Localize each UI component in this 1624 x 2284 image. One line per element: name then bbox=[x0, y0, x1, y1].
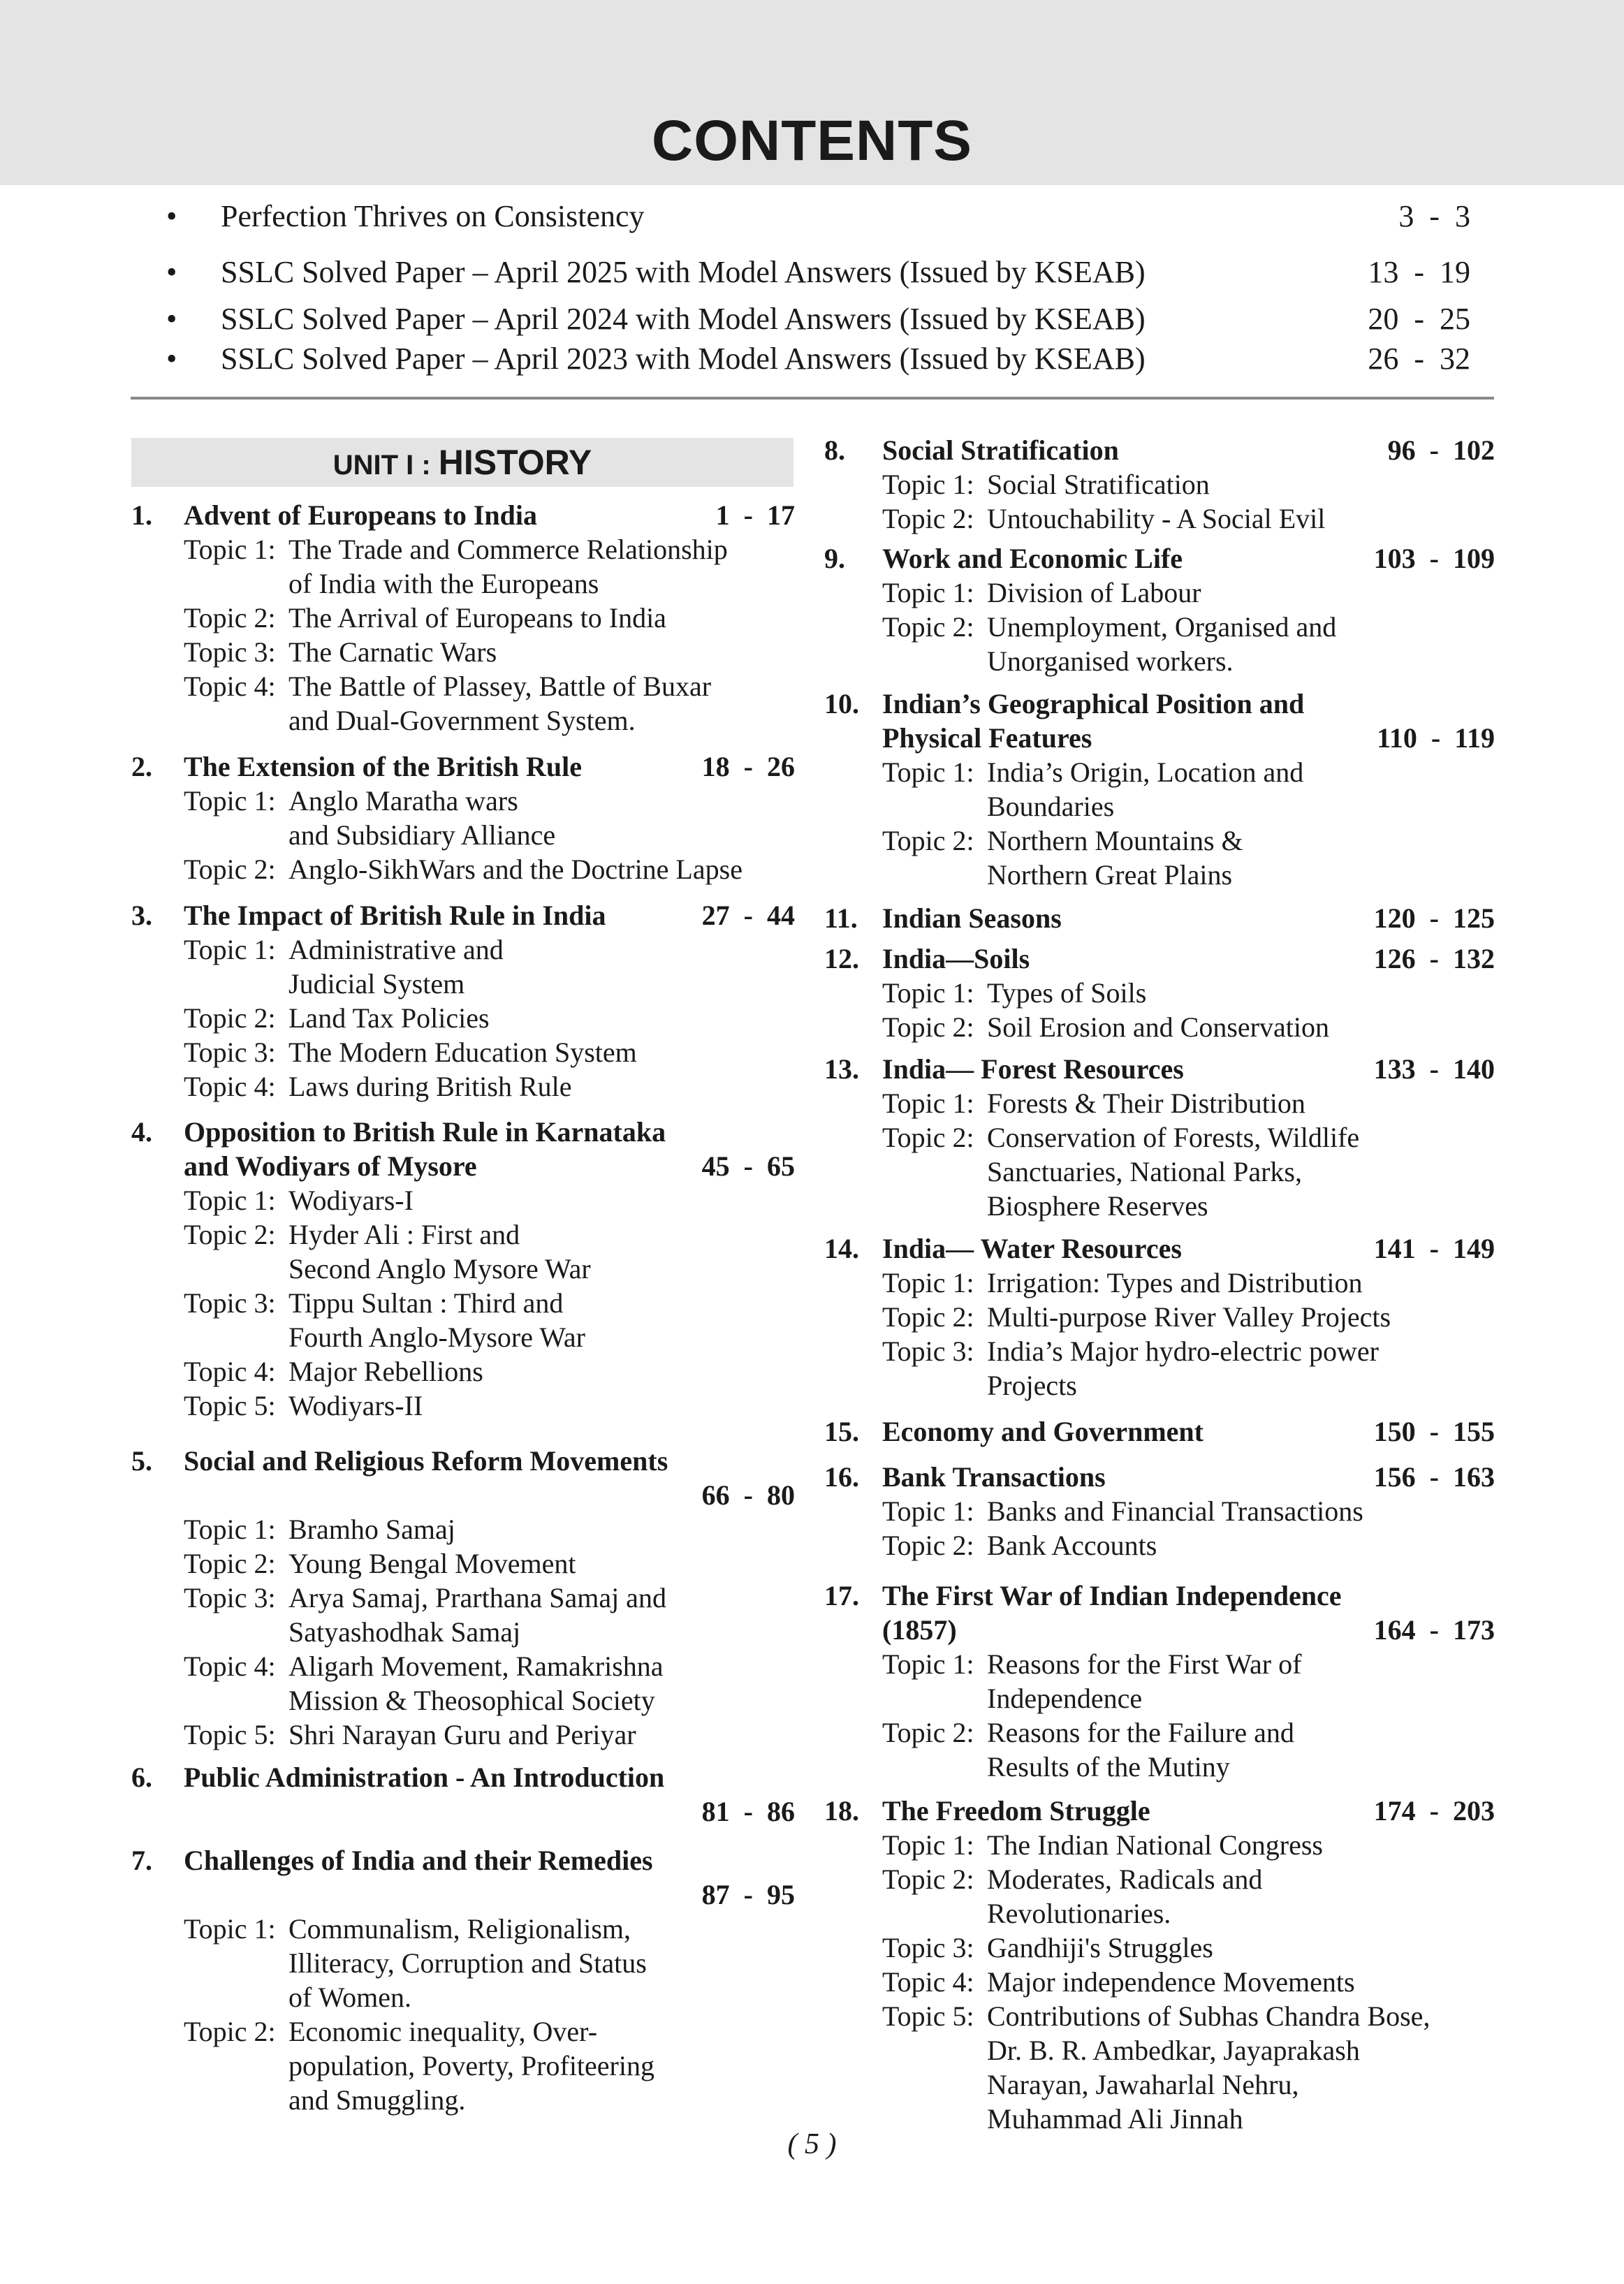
topic-text: The Modern Education System bbox=[288, 1037, 637, 1068]
chapter-number: 13. bbox=[824, 1053, 859, 1085]
topic-text: Anglo-SikhWars and the Doctrine Lapse bbox=[288, 854, 742, 885]
chapter-title: Public Administration - An Introduction bbox=[184, 1762, 665, 1793]
topic-line bbox=[184, 1581, 666, 1615]
topic-text: Illiteracy, Corruption and Status bbox=[288, 1947, 647, 1979]
topic-line bbox=[184, 1001, 490, 1035]
topic-label: Topic 2: bbox=[882, 825, 974, 856]
chapter-number: 9. bbox=[824, 543, 845, 574]
topic-text: Independence bbox=[987, 1683, 1143, 1714]
chapter-pages: 126 - 132 bbox=[1373, 943, 1495, 974]
topic-text: Communalism, Religionalism, bbox=[288, 1913, 631, 1945]
topic-line bbox=[882, 1896, 1171, 1931]
topic-label: Topic 1: bbox=[184, 534, 276, 565]
topic-label: Topic 1: bbox=[184, 1913, 276, 1945]
topic-text: India’s Origin, Location and bbox=[987, 756, 1304, 788]
chapter-title: Indian’s Geographical Position and bbox=[882, 688, 1305, 719]
topic-text: Muhammad Ali Jinnah bbox=[987, 2103, 1243, 2135]
topic-line bbox=[882, 2067, 1299, 2102]
topic-label: Topic 5: bbox=[184, 1390, 276, 1421]
topic-label: Topic 2: bbox=[882, 1301, 974, 1333]
chapter-pages: 87 - 95 bbox=[701, 1879, 795, 1910]
topic-line bbox=[184, 852, 742, 886]
chapter-number: 1. bbox=[131, 499, 152, 531]
topic-label: Topic 2: bbox=[882, 1530, 974, 1561]
topic-text: Unemployment, Organised and bbox=[987, 611, 1337, 643]
front-matter-pages: 13 - 19 bbox=[1368, 255, 1470, 289]
topic-text: Sanctuaries, National Parks, bbox=[987, 1156, 1302, 1187]
topic-line bbox=[882, 823, 1243, 858]
chapter-title: Indian Seasons bbox=[882, 902, 1062, 934]
topic-line bbox=[184, 1718, 636, 1752]
bullet-icon: • bbox=[166, 342, 177, 376]
topic-label: Topic 3: bbox=[184, 1582, 276, 1613]
right-column bbox=[824, 0, 1495, 2235]
topic-line bbox=[882, 789, 1114, 823]
bullet-icon: • bbox=[166, 255, 177, 289]
topic-line bbox=[882, 1334, 1379, 1368]
topic-label: Topic 1: bbox=[882, 1267, 974, 1298]
topic-line bbox=[882, 1681, 1142, 1715]
topic-text: Forests & Their Distribution bbox=[987, 1088, 1305, 1119]
chapter-title: The Freedom Struggle bbox=[882, 1795, 1150, 1827]
chapter-title: Advent of Europeans to India bbox=[184, 499, 538, 531]
topic-line bbox=[184, 1183, 414, 1217]
topic-line bbox=[882, 1155, 1302, 1189]
topic-line bbox=[882, 1010, 1329, 1044]
topic-label: Topic 1: bbox=[882, 1088, 974, 1119]
front-matter-title: SSLC Solved Paper – April 2023 with Model Answers (Issued by KSEAB) bbox=[221, 342, 1146, 376]
topic-line bbox=[882, 1300, 1391, 1334]
page-title: CONTENTS bbox=[652, 109, 972, 173]
topic-text: Division of Labour bbox=[987, 577, 1201, 608]
topic-label: Topic 2: bbox=[184, 1548, 276, 1579]
topic-text: Narayan, Jawaharlal Nehru, bbox=[987, 2069, 1299, 2100]
topic-label: Topic 2: bbox=[882, 503, 974, 534]
topic-text: The Battle of Plassey, Battle of Buxar bbox=[288, 671, 712, 702]
front-matter-title: SSLC Solved Paper – April 2024 with Model Answers (Issued by KSEAB) bbox=[221, 302, 1146, 336]
topic-line bbox=[184, 635, 497, 669]
topic-label: Topic 2: bbox=[184, 854, 276, 885]
topic-text: and Dual-Government System. bbox=[288, 705, 636, 736]
topic-line bbox=[184, 818, 555, 852]
topic-line bbox=[184, 1912, 631, 1946]
topic-text: Gandhiji's Struggles bbox=[987, 1932, 1213, 1963]
chapter-number: 16. bbox=[824, 1461, 859, 1493]
topic-text: Bramho Samaj bbox=[288, 1514, 455, 1545]
topic-line bbox=[184, 1252, 591, 1286]
topic-line bbox=[184, 1980, 411, 2014]
chapter-pages: 174 - 203 bbox=[1373, 1795, 1495, 1827]
topic-label: Topic 1: bbox=[882, 756, 974, 788]
left-column bbox=[131, 0, 795, 2235]
chapter-title: India—Soils bbox=[882, 943, 1030, 974]
topic-line bbox=[184, 932, 504, 967]
topic-text: population, Poverty, Profiteering bbox=[288, 2050, 654, 2081]
topic-text: Conservation of Forests, Wildlife bbox=[987, 1122, 1360, 1153]
unit-heading bbox=[131, 438, 793, 487]
topic-text: Contributions of Subhas Chandra Bose, bbox=[987, 2000, 1431, 2032]
chapter-pages: 96 - 102 bbox=[1387, 434, 1495, 466]
topic-label: Topic 3: bbox=[184, 1037, 276, 1068]
topic-label: Topic 2: bbox=[184, 2016, 276, 2047]
topic-text: and Smuggling. bbox=[288, 2084, 466, 2116]
chapter-title: Social Stratification bbox=[882, 434, 1119, 466]
chapter-pages: 18 - 26 bbox=[701, 751, 795, 782]
topic-text: Land Tax Policies bbox=[288, 1002, 490, 1034]
topic-text: Judicial System bbox=[288, 968, 465, 1000]
topic-line bbox=[184, 703, 636, 738]
topic-label: Topic 3: bbox=[882, 1932, 974, 1963]
chapter-number: 12. bbox=[824, 943, 859, 974]
topic-label: Topic 5: bbox=[184, 1719, 276, 1750]
chapter-pages: 27 - 44 bbox=[701, 900, 795, 931]
topic-text: of India with the Europeans bbox=[288, 568, 599, 599]
front-matter-pages: 26 - 32 bbox=[1368, 342, 1470, 376]
topic-line bbox=[184, 2083, 465, 2117]
topic-line bbox=[184, 566, 599, 601]
topic-line bbox=[184, 669, 711, 703]
topic-text: Multi-purpose River Valley Projects bbox=[987, 1301, 1391, 1333]
topic-line bbox=[184, 1389, 423, 1423]
chapter-title: India— Water Resources bbox=[882, 1233, 1182, 1264]
chapter-title: India— Forest Resources bbox=[882, 1053, 1184, 1085]
topic-line bbox=[184, 1069, 572, 1104]
topic-label: Topic 4: bbox=[882, 1966, 974, 1998]
topic-line bbox=[184, 967, 464, 1001]
topic-text: Banks and Financial Transactions bbox=[987, 1495, 1363, 1527]
topic-line bbox=[882, 502, 1325, 536]
topic-line bbox=[882, 1931, 1213, 1965]
topic-text: Major independence Movements bbox=[987, 1966, 1355, 1998]
chapter-pages: 141 - 149 bbox=[1373, 1233, 1495, 1264]
topic-text: Reasons for the Failure and bbox=[987, 1717, 1294, 1748]
topic-line bbox=[184, 784, 518, 818]
chapter-title: and Wodiyars of Mysore bbox=[184, 1150, 477, 1182]
topic-line bbox=[882, 467, 1210, 502]
topic-text: Young Bengal Movement bbox=[288, 1548, 576, 1579]
bullet-icon: • bbox=[166, 302, 177, 336]
topic-label: Topic 2: bbox=[882, 1122, 974, 1153]
chapter-number: 7. bbox=[131, 1845, 152, 1876]
topic-text: Second Anglo Mysore War bbox=[288, 1253, 591, 1284]
chapter-number: 10. bbox=[824, 688, 859, 719]
topic-text: Moderates, Radicals and bbox=[987, 1864, 1263, 1895]
chapter-number: 15. bbox=[824, 1416, 859, 1447]
topic-text: Bank Accounts bbox=[987, 1530, 1157, 1561]
topic-label: Topic 4: bbox=[184, 1356, 276, 1387]
chapter-pages: 133 - 140 bbox=[1373, 1053, 1495, 1085]
chapter-pages: 81 - 86 bbox=[701, 1796, 795, 1827]
topic-text: Satyashodhak Samaj bbox=[288, 1616, 521, 1648]
chapter-number: 6. bbox=[131, 1762, 152, 1793]
topic-line bbox=[882, 1828, 1323, 1862]
topic-label: Topic 2: bbox=[184, 602, 276, 634]
chapter-pages: 164 - 173 bbox=[1373, 1614, 1495, 1646]
topic-text: and Subsidiary Alliance bbox=[288, 819, 556, 851]
chapter-title: The Impact of British Rule in India bbox=[184, 900, 606, 931]
topic-label: Topic 1: bbox=[184, 934, 276, 965]
topic-text: India’s Major hydro-electric power bbox=[987, 1335, 1379, 1367]
chapter-title: (1857) bbox=[882, 1614, 957, 1646]
topic-line bbox=[184, 1946, 647, 1980]
topic-line bbox=[882, 1086, 1305, 1120]
topic-line bbox=[882, 1494, 1363, 1528]
topic-label: Topic 1: bbox=[882, 1495, 974, 1527]
topic-text: Arya Samaj, Prarthana Samaj and bbox=[288, 1582, 666, 1613]
topic-label: Topic 4: bbox=[184, 671, 276, 702]
topic-text: of Women. bbox=[288, 1982, 412, 2013]
chapter-pages: 150 - 155 bbox=[1373, 1416, 1495, 1447]
topic-text: Biosphere Reserves bbox=[987, 1190, 1208, 1222]
front-matter-title: Perfection Thrives on Consistency bbox=[221, 199, 645, 233]
chapter-title: Economy and Government bbox=[882, 1416, 1204, 1447]
topic-text: Major Rebellions bbox=[288, 1356, 483, 1387]
chapter-title: Social and Religious Reform Movements bbox=[184, 1445, 668, 1477]
topic-label: Topic 2: bbox=[882, 1011, 974, 1043]
topic-text: Economic inequality, Over- bbox=[288, 2016, 598, 2047]
topic-text: Revolutionaries. bbox=[987, 1898, 1171, 1929]
topic-line bbox=[184, 1683, 655, 1718]
topic-line bbox=[184, 1035, 637, 1069]
topic-text: The Arrival of Europeans to India bbox=[288, 602, 666, 634]
topic-text: Mission & Theosophical Society bbox=[288, 1685, 655, 1716]
topic-line bbox=[882, 1999, 1430, 2033]
topic-line bbox=[882, 1647, 1301, 1681]
topic-text: Northern Great Plains bbox=[987, 859, 1233, 891]
topic-line bbox=[184, 1286, 563, 1320]
topic-line bbox=[184, 601, 666, 635]
topic-text: Reasons for the First War of bbox=[987, 1648, 1302, 1680]
topic-text: Untouchability - A Social Evil bbox=[987, 503, 1326, 534]
unit-prefix: UNIT I : bbox=[332, 450, 439, 481]
topic-label: Topic 1: bbox=[882, 469, 974, 500]
topic-label: Topic 1: bbox=[184, 1185, 276, 1216]
chapter-number: 5. bbox=[131, 1445, 152, 1477]
front-matter-pages: 20 - 25 bbox=[1368, 302, 1470, 336]
topic-line bbox=[184, 2049, 654, 2083]
front-matter-title: SSLC Solved Paper – April 2025 with Model Answers (Issued by KSEAB) bbox=[221, 255, 1146, 289]
topic-text: Irrigation: Types and Distribution bbox=[987, 1267, 1363, 1298]
chapter-number: 14. bbox=[824, 1233, 859, 1264]
topic-label: Topic 1: bbox=[882, 1648, 974, 1680]
topic-text: Results of the Mutiny bbox=[987, 1751, 1230, 1782]
topic-line bbox=[184, 2014, 597, 2049]
topic-line bbox=[882, 1862, 1262, 1896]
topic-label: Topic 1: bbox=[882, 977, 974, 1009]
front-matter-pages: 3 - 3 bbox=[1398, 199, 1470, 233]
topic-line bbox=[184, 1354, 483, 1389]
topic-text: Aligarh Movement, Ramakrishna bbox=[288, 1650, 664, 1682]
topic-line bbox=[184, 1217, 520, 1252]
chapter-number: 11. bbox=[824, 902, 858, 934]
topic-text: The Indian National Congress bbox=[987, 1829, 1323, 1861]
topic-text: Anglo Maratha wars bbox=[288, 785, 518, 817]
topic-label: Topic 3: bbox=[184, 1287, 276, 1319]
topic-line bbox=[882, 1715, 1294, 1750]
chapter-pages: 66 - 80 bbox=[701, 1479, 795, 1511]
topic-line bbox=[184, 1546, 576, 1581]
topic-label: Topic 3: bbox=[882, 1335, 974, 1367]
topic-line bbox=[184, 1320, 585, 1354]
topic-line bbox=[882, 755, 1303, 789]
unit-name: HISTORY bbox=[438, 443, 592, 482]
chapter-title: Work and Economic Life bbox=[882, 543, 1183, 574]
chapter-pages: 110 - 119 bbox=[1377, 722, 1495, 754]
chapter-number: 3. bbox=[131, 900, 152, 931]
topic-line bbox=[882, 1120, 1359, 1155]
topic-line bbox=[882, 1368, 1077, 1403]
topic-label: Topic 5: bbox=[882, 2000, 974, 2032]
bullet-icon: • bbox=[166, 199, 177, 233]
chapter-pages: 103 - 109 bbox=[1373, 543, 1495, 574]
topic-label: Topic 2: bbox=[882, 611, 974, 643]
chapter-number: 8. bbox=[824, 434, 845, 466]
topic-text: Social Stratification bbox=[987, 469, 1210, 500]
topic-text: Soil Erosion and Conservation bbox=[987, 1011, 1329, 1043]
topic-line bbox=[184, 1512, 455, 1546]
topic-line bbox=[882, 610, 1336, 644]
topic-line bbox=[882, 1965, 1355, 1999]
topic-line bbox=[882, 1528, 1157, 1562]
topic-line bbox=[184, 1615, 520, 1649]
topic-line bbox=[882, 2033, 1360, 2067]
topic-line bbox=[184, 1649, 664, 1683]
chapter-title: Bank Transactions bbox=[882, 1461, 1106, 1493]
topic-text: Tippu Sultan : Third and bbox=[288, 1287, 564, 1319]
topic-label: Topic 2: bbox=[184, 1002, 276, 1034]
topic-text: Boundaries bbox=[987, 791, 1115, 822]
topic-line bbox=[882, 1266, 1363, 1300]
topic-text: Fourth Anglo-Mysore War bbox=[288, 1322, 585, 1353]
chapter-title: Challenges of India and their Remedies bbox=[184, 1845, 653, 1876]
topic-text: Shri Narayan Guru and Periyar bbox=[288, 1719, 636, 1750]
topic-label: Topic 1: bbox=[882, 1829, 974, 1861]
topic-text: Administrative and bbox=[288, 934, 504, 965]
topic-line bbox=[882, 1189, 1208, 1223]
topic-line bbox=[882, 858, 1232, 892]
chapter-pages: 45 - 65 bbox=[701, 1150, 795, 1182]
topic-line bbox=[184, 532, 728, 566]
topic-line bbox=[882, 1750, 1230, 1784]
topic-line bbox=[882, 644, 1234, 678]
chapter-title: The Extension of the British Rule bbox=[184, 751, 583, 782]
topic-text: Unorganised workers. bbox=[987, 645, 1234, 677]
topic-text: The Carnatic Wars bbox=[288, 636, 497, 668]
topic-text: The Trade and Commerce Relationship bbox=[288, 534, 728, 565]
topic-label: Topic 4: bbox=[184, 1650, 276, 1682]
topic-label: Topic 1: bbox=[184, 785, 276, 817]
topic-label: Topic 1: bbox=[882, 577, 974, 608]
topic-label: Topic 3: bbox=[184, 636, 276, 668]
chapter-title: Opposition to British Rule in Karnataka bbox=[184, 1116, 666, 1148]
chapter-title: Physical Features bbox=[882, 722, 1092, 754]
page-number: ( 5 ) bbox=[787, 2128, 837, 2160]
topic-text: Wodiyars-I bbox=[288, 1185, 414, 1216]
chapter-pages: 120 - 125 bbox=[1373, 902, 1495, 934]
chapter-number: 2. bbox=[131, 751, 152, 782]
topic-text: Types of Soils bbox=[987, 977, 1147, 1009]
chapter-number: 4. bbox=[131, 1116, 152, 1148]
chapter-number: 17. bbox=[824, 1580, 859, 1611]
chapter-number: 18. bbox=[824, 1795, 859, 1827]
chapter-pages: 1 - 17 bbox=[715, 499, 795, 531]
topic-label: Topic 4: bbox=[184, 1071, 276, 1102]
topic-line bbox=[882, 576, 1201, 610]
topic-label: Topic 2: bbox=[882, 1717, 974, 1748]
topic-text: Wodiyars-II bbox=[288, 1390, 423, 1421]
topic-text: Projects bbox=[987, 1370, 1077, 1401]
topic-label: Topic 2: bbox=[882, 1864, 974, 1895]
topic-text: Hyder Ali : First and bbox=[288, 1219, 520, 1250]
topic-label: Topic 1: bbox=[184, 1514, 276, 1545]
topic-text: Laws during British Rule bbox=[288, 1071, 572, 1102]
chapter-title: The First War of Indian Independence bbox=[882, 1580, 1342, 1611]
chapter-pages: 156 - 163 bbox=[1373, 1461, 1495, 1493]
topic-text: Dr. B. R. Ambedkar, Jayaprakash bbox=[987, 2035, 1360, 2066]
topic-label: Topic 2: bbox=[184, 1219, 276, 1250]
topic-text: Northern Mountains & bbox=[987, 825, 1243, 856]
topic-line bbox=[882, 976, 1146, 1010]
